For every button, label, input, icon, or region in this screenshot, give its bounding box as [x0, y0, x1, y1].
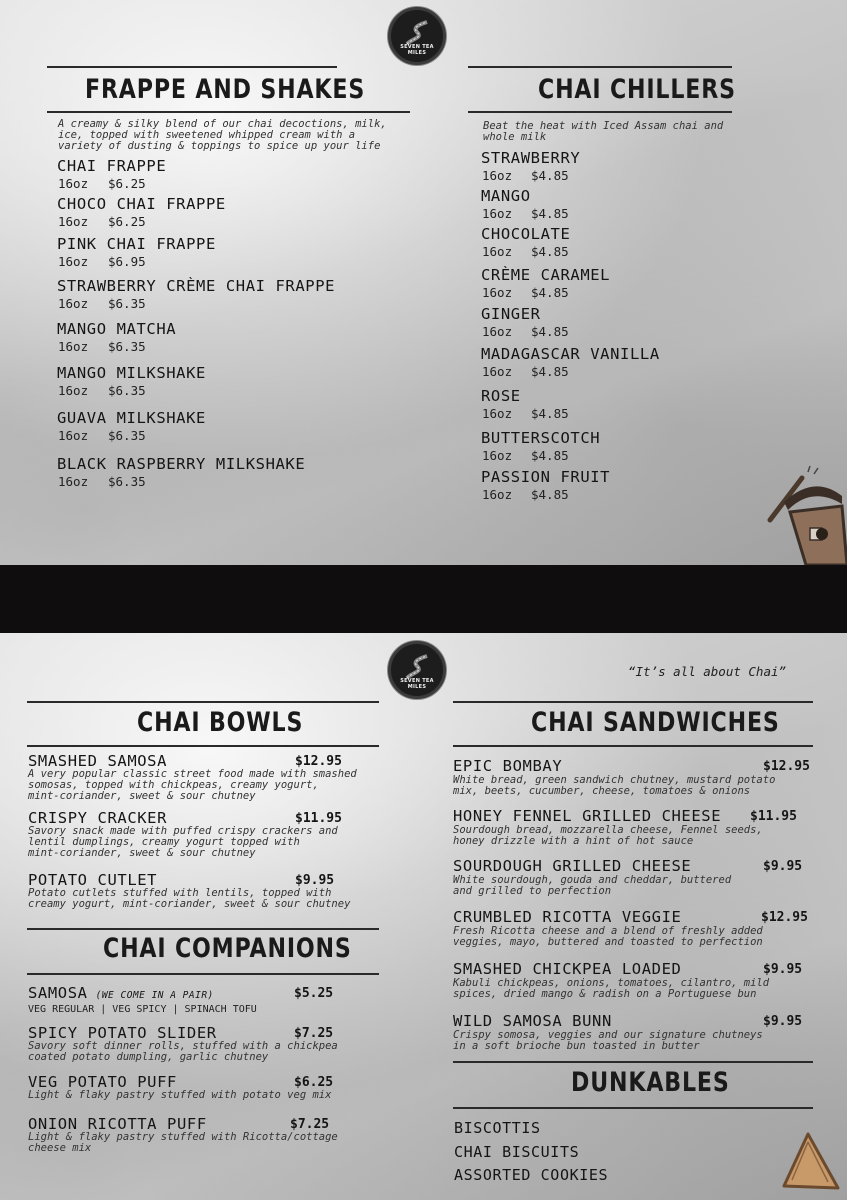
tagline: “It’s all about Chai”: [628, 664, 787, 679]
drink-name: MANGO: [481, 187, 531, 205]
drink-name: BUTTERSCOTCH: [481, 429, 601, 447]
section-rule: [453, 745, 813, 747]
drink-price: $4.85: [531, 324, 569, 339]
section-title-dunkables: DUNKABLES: [571, 1067, 730, 1098]
dish-name: HONEY FENNEL GRILLED CHEESE: [453, 807, 722, 825]
drink-price: $4.85: [531, 448, 569, 463]
brand-name: SEVEN TEA MILES: [400, 44, 434, 56]
dish-description: White sourdough, gouda and cheddar, buttered and grilled to perfection: [453, 874, 732, 897]
dish-price: $7.25: [290, 1117, 330, 1132]
drink-size: 16oz: [58, 296, 89, 311]
section-title-frappe: FRAPPE AND SHAKES: [85, 74, 366, 105]
dish-name: [28, 984, 214, 1002]
menu-page-drinks: [0, 0, 847, 565]
drink-name: MANGO MILKSHAKE: [57, 364, 206, 382]
section-rule: [453, 1107, 813, 1109]
drink-price: $6.35: [108, 474, 146, 489]
dish-price: $12.95: [295, 754, 342, 769]
drink-size: 16oz: [482, 206, 513, 221]
dunkable-item: ASSORTED COOKIES: [454, 1166, 609, 1184]
drink-price: $6.95: [108, 254, 146, 269]
dish-name: POTATO CUTLET: [28, 871, 158, 889]
drink-size: 16oz: [482, 364, 513, 379]
dish-price: $12.95: [761, 910, 808, 925]
dish-name: CRISPY CRACKER: [28, 809, 168, 827]
section-rule: [468, 66, 732, 68]
section-rule: [47, 111, 410, 113]
drink-price: $6.25: [108, 176, 146, 191]
dish-price: $9.95: [295, 873, 335, 888]
drink-name: PINK CHAI FRAPPE: [57, 235, 216, 253]
dish-description: Sourdough bread, mozzarella cheese, Fennel seeds, honey drizzle with a hint of hot sauce: [453, 824, 763, 847]
dish-name: WILD SAMOSA BUNN: [453, 1012, 612, 1030]
drink-size: 16oz: [58, 214, 89, 229]
drink-name: CHAI FRAPPE: [57, 157, 167, 175]
dish-description: White bread, green sandwich chutney, mustard potato mix, beets, cucumber, cheese, tomatoes & onions: [453, 774, 776, 797]
drink-size: 16oz: [482, 448, 513, 463]
drink-size: 16oz: [482, 244, 513, 259]
dish-description: Fresh Ricotta cheese and a blend of freshly added veggies, mayo, buttered and toasted to perfection: [453, 925, 763, 948]
drink-size: 16oz: [58, 474, 89, 489]
dish-price: $12.95: [763, 759, 810, 774]
dish-price: $9.95: [763, 859, 803, 874]
drink-price: $6.35: [108, 339, 146, 354]
drink-size: 16oz: [482, 168, 513, 183]
dish-description: Light & flaky pastry stuffed with Ricotta/cottage cheese mix: [28, 1131, 338, 1154]
drink-name: PASSION FRUIT: [481, 468, 611, 486]
section-rule: [27, 701, 379, 703]
drink-price: $4.85: [531, 244, 569, 259]
dish-options: VEG REGULAR | VEG SPICY | SPINACH TOFU: [28, 1004, 257, 1015]
dish-description: Savory soft dinner rolls, stuffed with a chickpea coated potato dumpling, garlic chutney: [28, 1040, 338, 1063]
drink-name: CHOCOLATE: [481, 225, 571, 243]
drink-price: $4.85: [531, 206, 569, 221]
drink-name: MADAGASCAR VANILLA: [481, 345, 660, 363]
dish-price: $5.25: [294, 986, 334, 1001]
drink-price: $4.85: [531, 487, 569, 502]
dunkable-item: CHAI BISCUITS: [454, 1143, 580, 1161]
drink-size: 16oz: [482, 406, 513, 421]
iced-drink-icon: [762, 462, 847, 565]
drink-name: CHOCO CHAI FRAPPE: [57, 195, 226, 213]
drink-price: $4.85: [531, 168, 569, 183]
dish-price: $11.95: [295, 811, 342, 826]
section-title-chillers: CHAI CHILLERS: [538, 74, 736, 105]
dish-name: SMASHED CHICKPEA LOADED: [453, 960, 682, 978]
section-rule: [468, 111, 732, 113]
dish-name-text: ONION RICOTTA PUFF: [28, 1115, 207, 1133]
section-rule: [27, 973, 379, 975]
brand-name: SEVEN TEA MILES: [400, 678, 434, 690]
section-title-companions: CHAI COMPANIONS: [103, 933, 352, 964]
brand-logo: [388, 7, 446, 65]
drink-name: MANGO MATCHA: [57, 320, 177, 338]
section-rule: [27, 745, 379, 747]
drink-name: GUAVA MILKSHAKE: [57, 409, 206, 427]
drink-size: 16oz: [58, 428, 89, 443]
dish-name-text: VEG POTATO PUFF: [28, 1073, 177, 1091]
road-icon: [403, 20, 431, 46]
section-title-sandwiches: CHAI SANDWICHES: [531, 707, 780, 738]
drink-price: $6.25: [108, 214, 146, 229]
dish-description: A very popular classic street food made with smashed somosas, topped with chickpeas, creamy yogurt, mint-coriander, sweet & sour chutney: [28, 768, 357, 802]
chillers-description: Beat the heat with Iced Assam chai and whole milk: [483, 120, 724, 143]
dunkable-item: BISCOTTIS: [454, 1119, 541, 1137]
drink-name: CRÈME CARAMEL: [481, 266, 611, 284]
drink-size: 16oz: [482, 487, 513, 502]
drink-name: BLACK RASPBERRY MILKSHAKE: [57, 455, 306, 473]
dish-name: SOURDOUGH GRILLED CHEESE: [453, 857, 692, 875]
section-rule: [453, 701, 813, 703]
samosa-icon: [778, 1130, 844, 1194]
dish-price: $7.25: [294, 1026, 334, 1041]
drink-size: 16oz: [482, 285, 513, 300]
dish-tag: (WE COME IN A PAIR): [95, 990, 214, 1001]
drink-price: $6.35: [108, 383, 146, 398]
drink-name: STRAWBERRY CRÈME CHAI FRAPPE: [57, 277, 336, 295]
dish-name: EPIC BOMBAY: [453, 757, 563, 775]
dish-description: Light & flaky pastry stuffed with potato veg mix: [28, 1089, 332, 1101]
drink-price: $4.85: [531, 406, 569, 421]
drink-size: 16oz: [58, 339, 89, 354]
dish-price: $9.95: [763, 1014, 803, 1029]
menu-page-food: [0, 633, 847, 1200]
brand-logo: [388, 641, 446, 699]
dish-name-text: SAMOSA: [28, 984, 88, 1002]
drink-size: 16oz: [58, 383, 89, 398]
dish-description: Crispy somosa, veggies and our signature chutneys in a soft brioche bun toasted in butter: [453, 1029, 763, 1052]
drink-size: 16oz: [58, 176, 89, 191]
drink-price: $4.85: [531, 285, 569, 300]
drink-size: 16oz: [58, 254, 89, 269]
dish-name: CRUMBLED RICOTTA VEGGIE: [453, 908, 682, 926]
section-title-bowls: CHAI BOWLS: [137, 707, 304, 738]
drink-price: $6.35: [108, 428, 146, 443]
dish-name-text: SPICY POTATO SLIDER: [28, 1024, 217, 1042]
drink-size: 16oz: [482, 324, 513, 339]
drink-price: $6.35: [108, 296, 146, 311]
frappe-description: A creamy & silky blend of our chai decoctions, milk, ice, topped with sweetened whipped cream with a variety of dusting & toppings to spice up your life: [58, 118, 387, 152]
dish-description: Savory snack made with puffed crispy crackers and lentil dumplings, creamy yogurt topped with mint-coriander, sweet & sour chutney: [28, 825, 338, 859]
section-rule: [27, 928, 379, 930]
road-icon: [403, 654, 431, 680]
dish-description: Potato cutlets stuffed with lentils, topped with creamy yogurt, mint-coriander, sweet & sour chutney: [28, 887, 351, 910]
dish-description: Kabuli chickpeas, onions, tomatoes, cilantro, mild spices, dried mango & radish on a Portuguese bun: [453, 977, 770, 1000]
section-rule: [453, 1061, 813, 1063]
drink-price: $4.85: [531, 364, 569, 379]
dish-price: $9.95: [763, 962, 803, 977]
dish-price: $6.25: [294, 1075, 334, 1090]
dish-price: $11.95: [750, 809, 797, 824]
drink-name: GINGER: [481, 305, 541, 323]
dish-name: SMASHED SAMOSA: [28, 752, 168, 770]
drink-name: STRAWBERRY: [481, 149, 581, 167]
drink-name: ROSE: [481, 387, 521, 405]
section-rule: [47, 66, 337, 68]
